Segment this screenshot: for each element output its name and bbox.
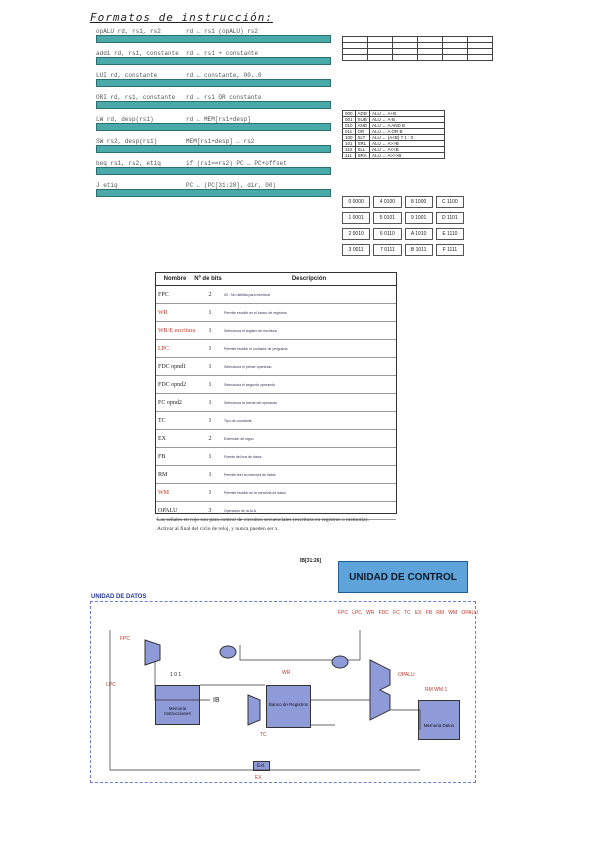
- signal-desc: Fuente del bus de datos: [224, 454, 262, 459]
- format-item: [96, 72, 331, 87]
- signal-name: WR: [158, 309, 168, 316]
- format-item: [96, 138, 331, 153]
- alu-op-cell: SLT: [355, 135, 370, 141]
- control-signal-label: OPALU: [461, 610, 478, 616]
- adder-plus4: [220, 646, 236, 658]
- alu-op-cell: 010: [343, 123, 356, 129]
- hex-cell: B 1011: [405, 244, 433, 256]
- col-desc: Descripción: [291, 276, 327, 282]
- alu-op-cell: OR: [355, 129, 370, 135]
- signal-bits: 2: [208, 291, 212, 298]
- alu-op-cell: SRA: [355, 153, 370, 159]
- signal-name: LPC: [158, 345, 170, 352]
- alu-op-cell: 111: [343, 153, 356, 159]
- format-effect: rd ← rs1 + constante: [186, 50, 259, 57]
- hex-cell: 0 0000: [342, 196, 370, 208]
- hex-cell: E 1110: [436, 228, 464, 240]
- format-line: [96, 138, 331, 145]
- signal-bits: 1: [208, 453, 212, 460]
- alu-op-cell: 011: [343, 129, 356, 135]
- alu-shape: [370, 660, 390, 720]
- format-item: [96, 94, 331, 109]
- signal-bits: 1: [208, 489, 212, 496]
- signal-desc: Selecciona el primer operando: [224, 364, 272, 369]
- format-line: [96, 182, 331, 189]
- hex-codes-grid: [342, 196, 467, 260]
- hex-cell: 3 0011: [342, 244, 370, 256]
- signal-bits: 3: [208, 507, 212, 514]
- signal-bits: 1: [208, 363, 212, 370]
- format-bitfield-bar: [96, 167, 331, 175]
- signal-name: RM: [158, 471, 168, 478]
- alu-op-cell: ALU ← A>>>B: [370, 153, 445, 159]
- signal-row: [156, 358, 396, 376]
- register-bank: Banco de Registros: [266, 685, 311, 728]
- caption-line-2: Activar al final del ciclo de reloj, y nunca pueden ser x.: [157, 526, 280, 532]
- signal-name: WR/E escritura: [158, 327, 196, 334]
- format-effect: if (rs1==rs2) PC ← PC+offset: [186, 160, 287, 167]
- signal-row: [156, 304, 396, 322]
- control-signal-label: FPC: [338, 610, 348, 616]
- alu-op-cell: ALU ← (A<B) ? 1 : 0: [370, 135, 445, 141]
- instruction-formats: [96, 28, 331, 204]
- signal-name: FPC: [158, 291, 169, 298]
- signal-desc: 00 - No habilita para escritura: [224, 292, 270, 297]
- signal-name: WM: [158, 489, 169, 496]
- format-bitfield-bar: [96, 101, 331, 109]
- format-syntax: LW rd, desp(rs1): [96, 116, 154, 123]
- format-line: [96, 72, 331, 79]
- rmwm-label: RM WM 1: [425, 687, 448, 693]
- control-signal-label: WR: [366, 610, 375, 616]
- alu-op-cell: 110: [343, 147, 356, 153]
- signal-row: [156, 466, 396, 484]
- format-syntax: beq rs1, rs2, etiq: [96, 160, 161, 167]
- ext-label: Ext.: [253, 761, 270, 771]
- signal-row: [156, 322, 396, 340]
- signal-desc: Permite leer la memoria de datos: [224, 472, 276, 477]
- signal-desc: Selecciona el segundo operando: [224, 382, 275, 387]
- control-signal-label: EX: [414, 610, 422, 616]
- col-bits: Nº de bits: [194, 276, 222, 282]
- hex-cell: A 1010: [405, 228, 433, 240]
- datapath-wires: [90, 600, 474, 782]
- signal-row: [156, 394, 396, 412]
- format-syntax: opALU rd, rs1, rs2: [96, 28, 161, 35]
- signal-bits: 1: [208, 381, 212, 388]
- format-item: [96, 28, 331, 43]
- alu-op-cell: ALU ← A<<B: [370, 147, 445, 153]
- alu-op-cell: 100: [343, 135, 356, 141]
- control-signal-label: LPC: [352, 610, 362, 616]
- signal-row: [156, 286, 396, 304]
- datapath-title: UNIDAD DE DATOS: [91, 594, 147, 600]
- hex-cell: C 1100: [436, 196, 464, 208]
- hex-cell: 1 0001: [342, 212, 370, 224]
- signal-desc: Permite escribir en el banco de registros: [224, 310, 287, 315]
- ex-label: EX: [255, 775, 262, 781]
- bits-label: 1 0 1: [170, 672, 182, 678]
- signal-row: [156, 340, 396, 358]
- signal-bits: 1: [208, 399, 212, 406]
- format-line: [96, 28, 331, 35]
- adder-branch: [332, 656, 348, 668]
- format-bitfield-bar: [96, 57, 331, 65]
- signal-desc: Permite escribir en la memoria de datos: [224, 490, 286, 495]
- signal-row: [156, 484, 396, 502]
- alu-op-cell: ALU ← A>>B: [370, 141, 445, 147]
- alu-ops-table: [342, 110, 445, 159]
- alu-op-cell: ALU ← A AND B: [370, 123, 445, 129]
- alu-op-cell: ALU ← A+B: [370, 111, 445, 117]
- signals-table: [155, 272, 397, 514]
- signal-bits: 1: [208, 327, 212, 334]
- col-name: Nombre: [163, 276, 187, 282]
- signal-bits: 2: [208, 435, 212, 442]
- control-unit: UNIDAD DE CONTROL: [338, 561, 468, 593]
- alu-op-cell: ALU ← A-B: [370, 117, 445, 123]
- instruction-memory: Memoria Instrucciones: [155, 685, 200, 725]
- data-memory: Memoria Datos: [418, 700, 460, 740]
- signal-name: OPALU: [158, 507, 178, 514]
- alu-op-cell: 000: [343, 111, 356, 117]
- ib-bus-label: IB: [213, 697, 220, 704]
- signal-bits: 1: [208, 309, 212, 316]
- format-syntax: ORI rd, rs1, constante: [96, 94, 176, 101]
- control-signal-label: FC: [393, 610, 400, 616]
- alu-op-cell: 001: [343, 117, 356, 123]
- ib-label: IB[31:26]: [300, 558, 322, 564]
- hex-cell: 8 1000: [405, 196, 433, 208]
- signal-desc: Tipo de constante: [224, 418, 252, 423]
- opalu-label: OPALU: [398, 672, 415, 678]
- alu-op-cell: AND: [355, 123, 370, 129]
- signal-name: TC: [158, 417, 166, 424]
- signal-desc: Operación de la ALU: [224, 508, 257, 513]
- format-effect: rd ← rs1 OR constante: [186, 94, 262, 101]
- format-effect: PC ← (PC[31:28], dir, 00): [186, 182, 277, 189]
- format-syntax: SW rs2, desp(rs1): [96, 138, 158, 145]
- format-effect: rd ← MEM[rs1+desp]: [186, 116, 251, 123]
- alu-op-cell: 101: [343, 141, 356, 147]
- hex-row: [342, 212, 467, 224]
- format-line: [96, 94, 331, 101]
- hex-cell: D 1101: [436, 212, 464, 224]
- hex-cell: 4 0100: [373, 196, 401, 208]
- format-item: [96, 116, 331, 131]
- signal-name: FDC opnd2: [158, 381, 187, 388]
- alu-op-cell: SRL: [355, 141, 370, 147]
- signal-bits: 1: [208, 345, 212, 352]
- control-signal-label: FB: [425, 610, 433, 616]
- signal-row: [156, 412, 396, 430]
- alu-op-cell: ALU ← A OR B: [370, 129, 445, 135]
- format-syntax: LUI rd, constante: [96, 72, 158, 79]
- format-effect: rd ← rs1 (opALU) rs2: [186, 28, 259, 35]
- fpc-label: FPC: [120, 636, 130, 642]
- control-signal-label: WM: [448, 610, 458, 616]
- hex-cell: 6 0110: [373, 228, 401, 240]
- hex-cell: 5 0101: [373, 212, 401, 224]
- format-item: [96, 50, 331, 65]
- mux-ib: [248, 695, 260, 725]
- signal-desc: Selecciona el registro de escritura: [224, 328, 277, 333]
- format-syntax: J etiq: [96, 182, 118, 189]
- alu-op-cell: SUB: [355, 117, 370, 123]
- format-line: [96, 50, 331, 57]
- format-bitfield-bar: [96, 189, 331, 197]
- alu-op-row: [343, 153, 445, 159]
- signal-desc: Extensión de signo: [224, 436, 254, 441]
- alu-op-cell: SLL: [355, 147, 370, 153]
- control-signal-label: TC: [403, 610, 411, 616]
- mux-fpc: [145, 640, 160, 665]
- lpc-label: LPC: [106, 682, 116, 688]
- hex-cell: 2 0010: [342, 228, 370, 240]
- format-line: [96, 116, 331, 123]
- control-signal-label: RM: [436, 610, 445, 616]
- control-signal-label: FDC: [378, 610, 389, 616]
- alu-op-cell: ADD: [355, 111, 370, 117]
- hex-cell: 9 1001: [405, 212, 433, 224]
- signal-name: EX: [158, 435, 166, 442]
- hex-cell: 7 0111: [373, 244, 401, 256]
- caption-line-1: Las señales en rojo son para control de circuitos secuenciales (escritura en registros o memoria).: [157, 517, 369, 523]
- signal-bits: 1: [208, 417, 212, 424]
- format-syntax: addi rd, rs1, constante: [96, 50, 179, 57]
- format-item: [96, 182, 331, 197]
- signal-desc: Selecciona la fuente del operando: [224, 400, 277, 405]
- signal-name: FC opnd2: [158, 399, 182, 406]
- page-title: Formatos de instrucción:: [90, 11, 273, 24]
- signal-name: FB: [158, 453, 166, 460]
- wr-label: WR: [282, 670, 291, 676]
- signal-row: [156, 448, 396, 466]
- hex-row: [342, 228, 467, 240]
- format-bitfield-bar: [96, 145, 331, 153]
- tc-label: TC: [260, 732, 267, 738]
- format-bitfield-bar: [96, 35, 331, 43]
- format-effect: rd ← constante, 00..0: [186, 72, 262, 79]
- format-line: [96, 160, 331, 167]
- format-item: [96, 160, 331, 175]
- format-effect: MEM[rs1+desp] ← rs2: [186, 138, 255, 145]
- signal-bits: 1: [208, 471, 212, 478]
- hex-row: [342, 196, 467, 208]
- format-bitfield-bar: [96, 123, 331, 131]
- signal-row: [156, 430, 396, 448]
- encoding-table: [342, 36, 493, 61]
- signal-name: FDC opnd1: [158, 363, 187, 370]
- hex-cell: F 1111: [436, 244, 464, 256]
- format-bitfield-bar: [96, 79, 331, 87]
- signal-desc: Permite escribir el contador de programa: [224, 346, 288, 351]
- hex-row: [342, 244, 467, 256]
- signal-row: [156, 376, 396, 394]
